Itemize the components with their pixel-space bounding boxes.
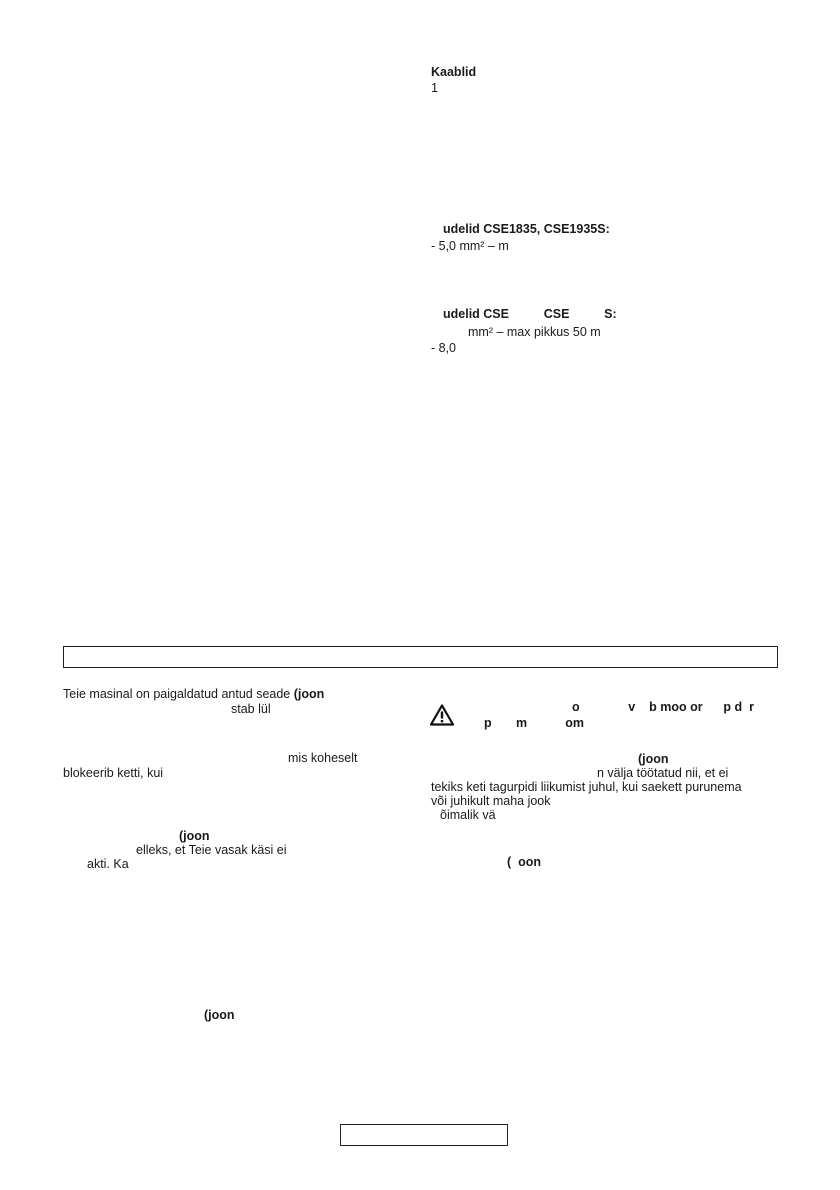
page-number-box: [340, 1124, 508, 1146]
cables-heading: Kaablid: [431, 65, 477, 79]
left-line-7: akti. Ka: [87, 857, 129, 871]
models-2-line2: - 8,0: [431, 341, 457, 355]
right-line-4: või juhikult maha jook: [431, 794, 551, 808]
left-line-5: (joon: [179, 829, 210, 843]
models-2-line1: mm² – max pikkus 50 m: [468, 325, 601, 339]
left-line-1: Teie masinal on paigaldatud antud seade (joon: [63, 687, 325, 701]
right-line-3: tekiks keti tagurpidi liikumist juhul, kui saekett purunema: [431, 780, 742, 794]
models-1-heading: udelid CSE1835, CSE1935S:: [443, 222, 610, 236]
models-1-line: - 5,0 mm² – m: [431, 239, 509, 253]
warning-line-1: o v b moo or p d r: [572, 700, 754, 714]
section-title-box: [63, 646, 778, 668]
left-line-6: elleks, et Teie vasak käsi ei: [136, 843, 287, 857]
warning-triangle-icon: [430, 704, 454, 726]
left-line-2: stab lül: [231, 702, 271, 716]
left-line-8: (joon: [204, 1008, 235, 1022]
right-line-1: (joon: [638, 752, 669, 766]
right-line-6: ( oon: [507, 855, 542, 869]
left-line-3: mis koheselt: [288, 751, 358, 765]
right-line-2: n välja töötatud nii, et ei: [597, 766, 729, 780]
models-2-heading: udelid CSE CSE S:: [443, 307, 617, 321]
right-line-5: õimalik vä: [440, 808, 496, 822]
warning-line-2: p m om: [484, 716, 585, 730]
cables-line: 1: [431, 81, 438, 95]
left-line-4: blokeerib ketti, kui: [63, 766, 164, 780]
